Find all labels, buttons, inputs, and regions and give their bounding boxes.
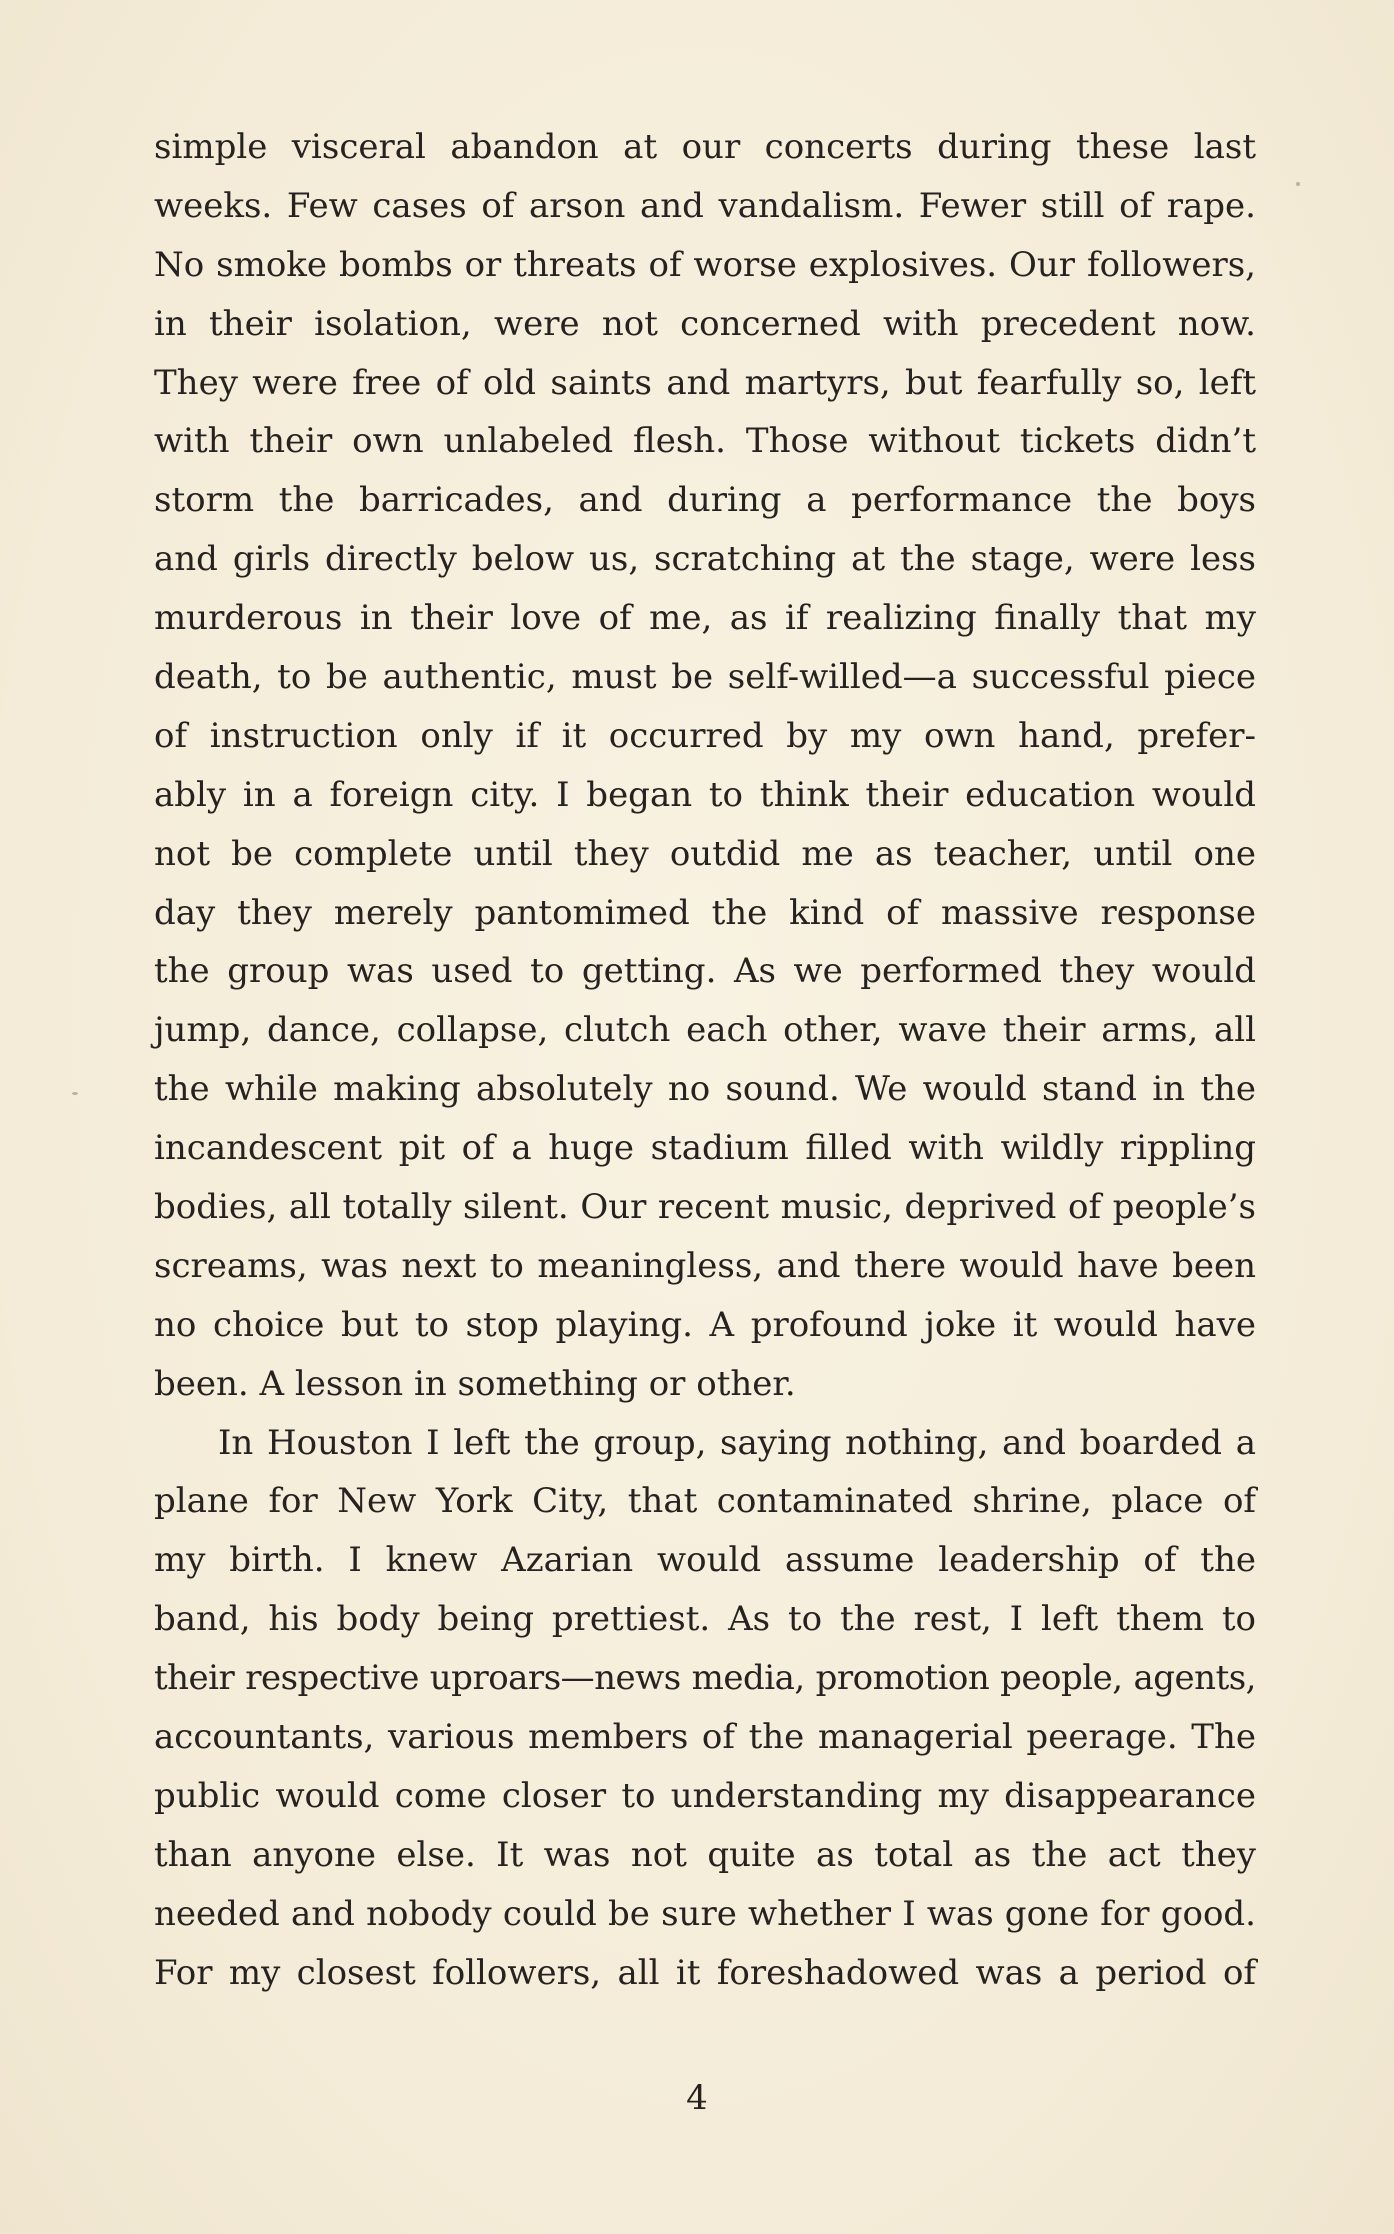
text-line: needed and nobody could be sure whether I was gone for good. xyxy=(154,1893,1256,1934)
text-line: In Houston I left the group, saying nothing, and boarded a xyxy=(218,1422,1256,1463)
paragraph-2 xyxy=(154,1414,1256,2003)
text-line: band, his body being prettiest. As to the rest, I left them to xyxy=(154,1599,1256,1640)
text-line: storm the barricades, and during a performance the boys xyxy=(154,480,1256,521)
text-line: than anyone else. It was not quite as total as the act they xyxy=(154,1834,1256,1875)
text-line: weeks. Few cases of arson and vandalism. Fewer still of rape. xyxy=(154,185,1256,226)
text-line: simple visceral abandon at our concerts during these last xyxy=(154,127,1256,167)
text-line: and girls directly below us, scratching at the stage, were less xyxy=(154,539,1256,580)
text-line: public would come closer to understanding my disappearance xyxy=(154,1775,1256,1816)
text-line: in their isolation, were not concerned with precedent now. xyxy=(154,303,1256,344)
paper-speck xyxy=(72,1092,78,1095)
body-text xyxy=(154,118,1256,2003)
text-line: screams, was next to meaningless, and there would have been xyxy=(154,1245,1256,1286)
text-line: their respective uproars—news media, promotion people, agents, xyxy=(154,1658,1256,1699)
text-line: ably in a foreign city. I began to think their education would xyxy=(154,774,1256,815)
text-line: of instruction only if it occurred by my own hand, prefer- xyxy=(154,715,1256,756)
text-line: no choice but to stop playing. A profound joke it would have xyxy=(154,1304,1256,1345)
text-line: not be complete until they outdid me as teacher, until one xyxy=(154,833,1256,874)
page-number: 4 xyxy=(686,2078,708,2118)
text-line: For my closest followers, all it foreshadowed was a period of xyxy=(154,1952,1256,1993)
paragraph-1 xyxy=(154,118,1256,1414)
paper-speck xyxy=(1296,182,1300,186)
text-line: incandescent pit of a huge stadium filled with wildly rippling xyxy=(154,1128,1256,1169)
text-line: No smoke bombs or threats of worse explosives. Our followers, xyxy=(154,244,1256,285)
text-line: with their own unlabeled flesh. Those without tickets didn’t xyxy=(154,421,1256,462)
text-line: murderous in their love of me, as if realizing finally that my xyxy=(154,598,1256,639)
text-line: been. A lesson in something or other. xyxy=(154,1363,796,1404)
text-line: plane for New York City, that contaminated shrine, place of xyxy=(154,1481,1256,1522)
text-line: the while making absolutely no sound. We would stand in the xyxy=(154,1069,1256,1110)
text-line: accountants, various members of the managerial peerage. The xyxy=(154,1717,1256,1758)
text-line: jump, dance, collapse, clutch each other, wave their arms, all xyxy=(154,1010,1256,1051)
text-line: day they merely pantomimed the kind of massive response xyxy=(154,892,1256,933)
text-line: They were free of old saints and martyrs, but fearfully so, left xyxy=(154,362,1256,403)
text-line: my birth. I knew Azarian would assume leadership of the xyxy=(154,1540,1256,1581)
text-line: bodies, all totally silent. Our recent music, deprived of people’s xyxy=(154,1187,1256,1228)
text-line: death, to be authentic, must be self-willed—a successful piece xyxy=(154,657,1256,698)
text-line: the group was used to getting. As we performed they would xyxy=(154,951,1256,992)
